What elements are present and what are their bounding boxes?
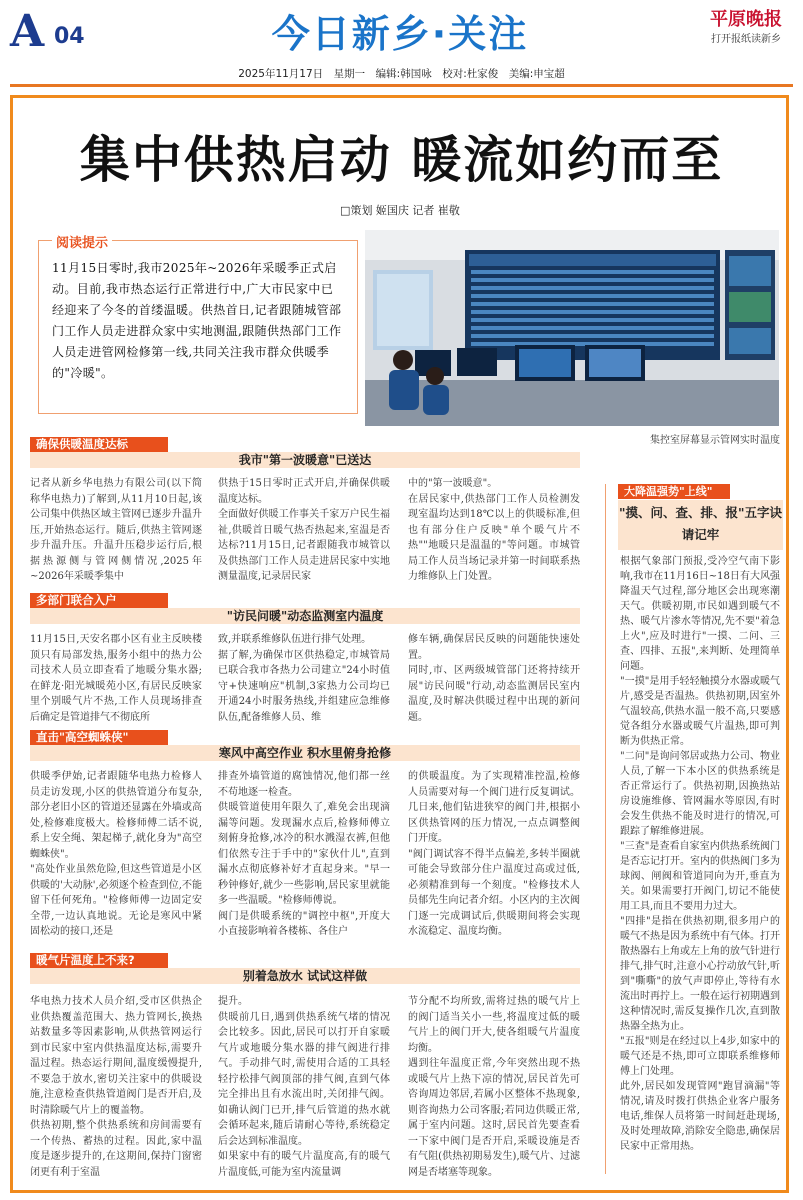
section-4-column-2: 提升。 供暖前几日,遇到供热系统气堵的情况会比较多。因此,居民可以打开自家暖气片或地暖分集水器的排气阀进行排气。手动排气时,需使用合适的工具轻轻拧松排气阀顶部的排气阀,直到气体完全排出且有水流出时,关闭排气阀。如确认阀门已开,排气后管道的热水就会循环起来,随后请耐心等待,系统稳定后会达到标准温度。 如果家中有的暖气片温度高,有的暖气片温度低,可能为室内流量调 — [218, 996, 390, 1178]
section-2-column-2: 致,并联系维修队伍进行排气处理。 据了解,为确保市区供热稳定,市城管局已联合我市各热力公司建立"24小时值守+快速响应"机制,3家热力公司均已开通24小时服务热线,并组建应急维修队伍,配备维修人员、维 — [218, 634, 390, 723]
reading-tip-title: 阅读提示 — [52, 232, 112, 251]
control-room-photo — [365, 230, 779, 426]
logo-slogan: 打开报纸读新乡 — [711, 34, 781, 45]
page-letter: A — [10, 6, 45, 57]
headline: 集中供热启动 暖流如约而至 — [79, 131, 724, 189]
section-tag-4: 暖气片温度上不来? — [30, 953, 168, 968]
sidebar-tag: 大降温强势"上线" — [618, 484, 730, 499]
section-subtitle-1: 我市"第一波暖意"已送达 — [30, 452, 580, 468]
header-rule — [10, 84, 793, 87]
newspaper-logo — [700, 8, 792, 56]
reading-tip-text: 11月15日零时,我市2025年~2026年采暖季正式启动。目前,我市热态运行正常进行中,广大市民家中已经迎来了今冬的首缕温暖。供热首日,记者跟随城管部门工作人员走进群众家中实地测温,跟随供热部门工作人员走进管网检修第一线,共同关注我市群众供暖季的"冷暖"。 — [52, 261, 342, 380]
section-3-column-2: 排查外墙管道的腐蚀情况,他们都一丝不苟地逐一检查。 供暖管道使用年限久了,难免会出现滴漏等问题。发现漏水点后,检修师傅立刻俯身抢修,冰冷的积水溅湿衣裤,但他们依然专注于手中的"家伙什儿",直到漏水点彻底修补好才直起身来。"早一秒钟修好,就少一些影响,居民家里就能多一些温暖。"检修师傅说。 阀门是供暖系统的"调控中枢",开度大小直接影响着各楼栋、各住户 — [218, 771, 390, 937]
page-number: 04 — [54, 24, 85, 49]
section-1-column-2: 供热于15日零时正式开启,并确保供暖温度达标。 全面做好供暖工作事关千家万户民生福祉,供暖首日暖气热否热起来,室温是否达标?11月15日,记者跟随我市城管以及供热部门工作人员走进居民家中实地测量温度,记录居民家 — [218, 478, 390, 582]
sidebar-divider — [605, 484, 606, 1174]
section-tag-1: 确保供暖温度达标 — [30, 437, 168, 452]
page-header — [0, 0, 803, 90]
section-tag-3: 直击"高空蜘蛛侠" — [30, 730, 168, 745]
byline: □策划 姬国庆 记者 崔敬 — [340, 204, 460, 217]
logo-name: 平原晚报 — [710, 9, 782, 30]
section-2-column-3: 修车辆,确保居民反映的问题能快速处置。 同时,市、区两级城管部门还将持续开展"访民问暖"行动,动态监测居民室内温度,及时解决供暖过程中出现的新问题。 — [408, 634, 580, 723]
control-room-illustration — [365, 230, 779, 426]
section-1-column-1: 记者从新乡华电热力有限公司(以下简称华电热力)了解到,从11月10日起,该公司集中供热区域主管网已逐步升温升压,开始热态运行。随后,供热主管网逐步升温升压。升温升压稳步运行后,根据热源侧与管网侧情况,2025年~2026年采暖季集中 — [30, 478, 202, 582]
section-subtitle-2: "访民问暖"动态监测室内温度 — [30, 608, 580, 624]
section-subtitle-4: 别着急放水 试试这样做 — [30, 968, 580, 984]
section-3-column-3: 的供暖温度。为了实现精准控温,检修人员需要对每一个阀门进行反复调试。几日来,他们钻进狭窄的阀门井,根据小区供热管网的压力情况,一点点调整阀门开度。 "阀门调试容不得半点偏差,多转半圈就可能会导致部分住户温度过高或过低,必须精准到每一个刻度。"检修技术人员郁先生向记者介绍。小区内的主次阀门逐一完成调试后,供暖期间将会实现水流稳定、温度均衡。 — [408, 771, 580, 937]
section-subtitle-3: 寒风中高空作业 积水里俯身抢修 — [30, 745, 580, 761]
sidebar-title: "摸、问、查、排、报"五字诀请记牢 — [618, 505, 783, 542]
section-1-column-3: 中的"第一波暖意"。 在居民家中,供热部门工作人员检测发现室温均达到18℃以上的供暖标准,但也有部分住户反映"单个暖气片不热""地暖只是温温的"等问题。市城管局工作人员当场记录并第一时间联系热力维修队上门处置。 — [408, 478, 580, 582]
issue-info: 2025年11月17日 星期一 编辑:韩国咏 校对:杜家俊 美编:申宝超 — [238, 68, 565, 80]
section-2-column-1: 11月15日,天安名郡小区有业主反映楼顶只有局部发热,服务小组中的热力公司技术人员立即查看了地暖分集水器;在鲜龙·阳光城暖苑小区,有居民反映家里个别暖气片不热,工作人员现场排查后确定是管道排气不彻底所 — [30, 634, 202, 723]
photo-caption: 集控室屏幕显示管网实时温度 — [650, 435, 780, 446]
masthead-title: 今日新乡·关注 — [271, 12, 529, 56]
sidebar-text: 根据气象部门预报,受冷空气南下影响,我市在11月16日~18日有大风强降温天气过程,部分地区会出现寒潮天气。供暖初期,市民如遇到暖气不热、暖气片渗水等情况,先不要"着急上火",应及时进行"一摸、二问、三查、四排、五报",来判断、处理简单问题。 "一摸"是用手轻轻触摸分水器或暖气片,感受是否温热。供热初期,因室外气温较高,供热水温一般不高,只要感觉各组分水器或暖气片温热,即可判断为供热正常。 "二问"是询问邻居或热力公司、物业人员,了解一下本小区的供热系统是否正常运行了。供热初期,因换热站房设施维修、管网漏水等原因,有时会发生供热不能及时进行的情况,可跟踪了解维修进展。 "三查"是查看自家室内供热系统阀门是否忘记打开。室内的供热阀门多为球阀、闸阀和管道同向为开,垂直为关。如果需要打开阀门,切记不能使用工具,而且不要用力过大。 "四排"是指在供热初期,很多用户的暖气不热是因为系统中有气体。打开散热器右上角或左上角的放气针进行排气,排气时,注意小心拧动放气针,听到"嘶嘶"的放气声即停止,等待有水流出时再拧上。一般在运行初期遇到这种情况时,需反复操作几次,直到散热器全热为止。 "五报"则是在经过以上4步,如家中的暖气还是不热,即可立即联系维修师傅上门处理。 此外,居民如发现管网"跑冒滴漏"等情况,请及时拨打供热企业客户服务电话,维保人员将第一时间赶赴现场,及时处理故障,消除安全隐患,确保居民家中正常用热。 — [620, 556, 780, 1152]
section-tag-2: 多部门联合入户 — [30, 593, 168, 608]
section-4-column-1: 华电热力技术人员介绍,受市区供热企业供热覆盖范围大、热力管网长,换热站数量多等因素影响,从供热管网运行到市民家中室内供热温度达标,需要升温过程。热态运行期间,温度缓慢提升,不要急于放水,密切关注家中的供暖设施,注意检查供热管道阀门是否开启,及时清除暖气片上的覆盖物。 供热初期,整个供热系统和房间需要有一个传热、蓄热的过程。因此,家中温度是逐步提升的,在这期间,保持门窗密闭更有利于室温 — [30, 996, 202, 1178]
section-3-column-1: 供暖季伊始,记者跟随华电热力检修人员走访发现,小区的供热管道分布复杂,部分老旧小区的管道还显露在外墙或高处,检修难度极大。检修师傅二话不说,系上安全绳、架起梯子,就化身为"高空蜘蛛侠"。 "高处作业虽然危险,但这些管道是小区供暖的'大动脉',必须逐个检查到位,不能留下任何死角。"检修师傅一边固定安全带,一边认真地说。无论是寒风中紧固松动的接口,还是 — [30, 771, 202, 937]
section-4-column-3: 节分配不均所致,需将过热的暖气片上的阀门适当关小一些,将温度过低的暖气片上的阀门开大,使各组暖气片温度均衡。 遇到往年温度正常,今年突然出现不热或暖气片上热下凉的情况,居民首先可咨询周边邻居,若属小区整体不热现象,则咨询热力公司客服;若同边供暖正常,属于室内问题。这时,居民首先要查看一下家中阀门是否开启,采暖设施是否有气阻(供热初期易发生),暖气片、过滤网是否堵塞等现象。 — [408, 996, 580, 1178]
